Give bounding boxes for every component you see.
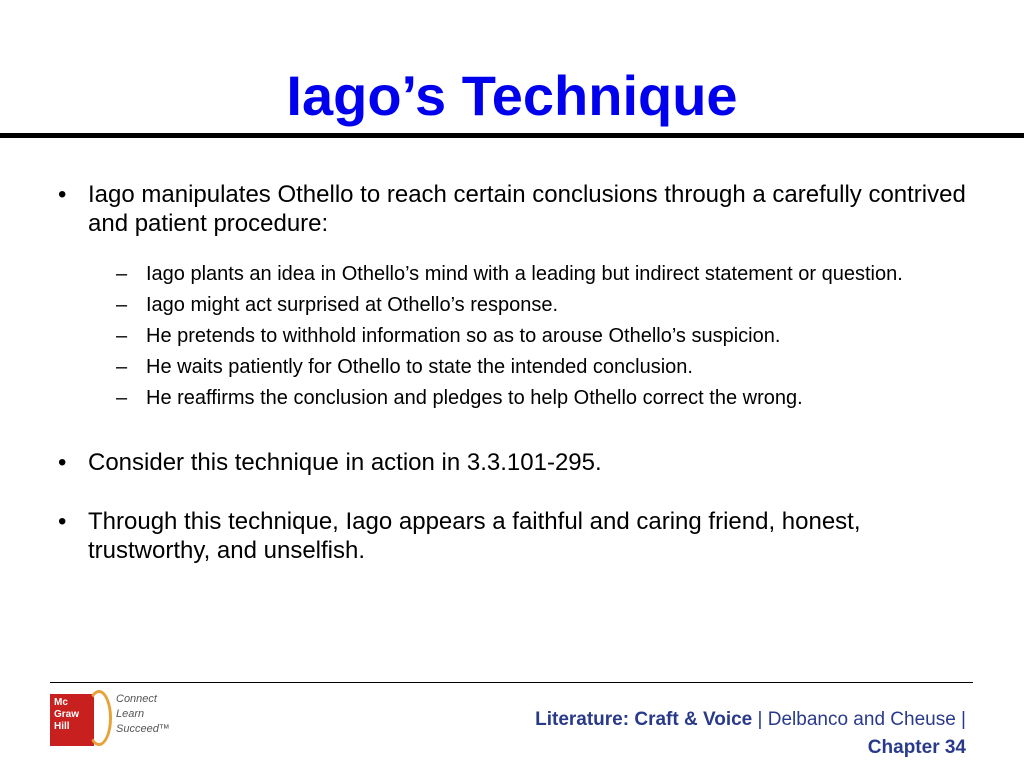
bullet-2-text: Consider this technique in action in 3.3.101-295. xyxy=(88,449,602,476)
sub-bullet-mark: – xyxy=(116,294,128,316)
footer-authors: Delbanco and Cheuse | xyxy=(767,709,966,730)
sub-bullet-2 xyxy=(58,293,978,317)
sub-bullet-mark: – xyxy=(116,325,128,347)
slide-body xyxy=(58,180,978,565)
sub-bullet-1-text: Iago plants an idea in Othello’s mind with a leading but indirect statement or question. xyxy=(146,263,903,285)
bullet-1 xyxy=(58,180,978,238)
logo-tagline xyxy=(116,692,170,737)
logo-line: Hill xyxy=(54,721,70,732)
sub-bullet-4 xyxy=(58,355,978,379)
logo-line: Mc xyxy=(54,697,68,708)
sub-bullet-3-text: He pretends to withhold information so as to arouse Othello’s suspicion. xyxy=(146,325,781,347)
sub-bullet-5 xyxy=(58,386,978,410)
sub-bullet-mark: – xyxy=(116,263,128,285)
bullet-mark: • xyxy=(58,181,67,208)
footer-line-1 xyxy=(535,706,966,734)
bullet-3-text: Through this technique, Iago appears a faithful and caring friend, honest, trustworthy, and unselfish. xyxy=(88,508,861,564)
sub-bullet-3 xyxy=(58,324,978,348)
sub-bullet-list xyxy=(58,262,978,410)
footer-separator: | xyxy=(752,709,768,730)
footer-chapter: Chapter 34 xyxy=(867,737,966,758)
sub-bullet-2-text: Iago might act surprised at Othello’s response. xyxy=(146,294,559,316)
logo-tagline-line: Learn xyxy=(116,708,145,720)
logo-tagline-line: Connect xyxy=(116,693,157,705)
bullet-2 xyxy=(58,448,978,477)
logo-tagline-line: Succeed™ xyxy=(116,723,170,735)
mcgraw-hill-logo xyxy=(50,690,180,746)
sub-bullet-5-text: He reaffirms the conclusion and pledges to help Othello correct the wrong. xyxy=(146,387,803,409)
title-divider xyxy=(0,133,1024,138)
sub-bullet-1 xyxy=(58,262,978,286)
bullet-1-text: Iago manipulates Othello to reach certain conclusions through a carefully contrived and patient procedure: xyxy=(88,181,966,237)
footer-divider xyxy=(50,682,973,683)
bullet-3 xyxy=(58,507,978,565)
bullet-mark: • xyxy=(58,449,67,476)
logo-line: Graw xyxy=(54,709,80,720)
logo-arc-icon xyxy=(86,690,112,746)
sub-bullet-mark: – xyxy=(116,387,128,409)
sub-bullet-mark: – xyxy=(116,356,128,378)
bullet-mark: • xyxy=(58,508,67,535)
sub-bullet-4-text: He waits patiently for Othello to state the intended conclusion. xyxy=(146,356,693,378)
slide-title: Iago’s Technique xyxy=(286,64,738,127)
footer-citation xyxy=(535,706,966,762)
footer-book-title: Literature: Craft & Voice xyxy=(535,709,753,730)
